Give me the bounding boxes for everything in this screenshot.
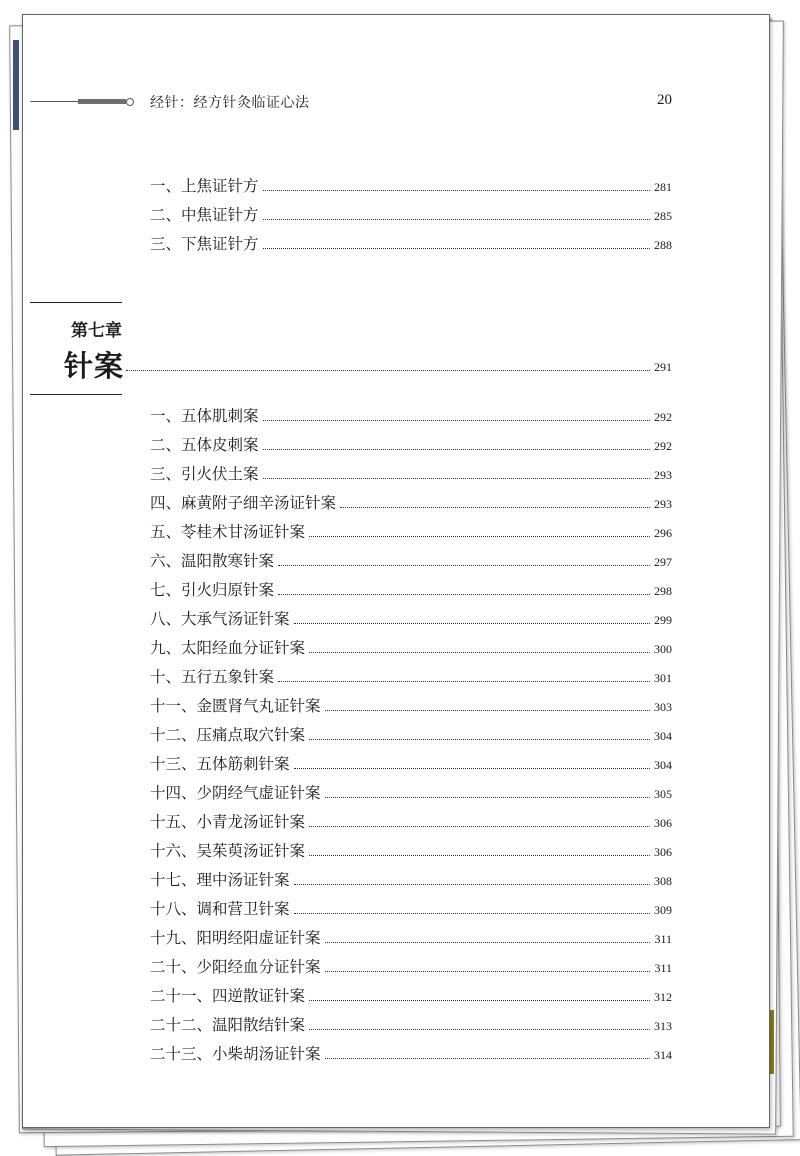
toc-entry-page: 281 <box>654 180 672 194</box>
toc-entry-page: 293 <box>654 468 672 482</box>
toc-entry-label: 八、大承气汤证针案 <box>150 610 290 628</box>
toc-entry-page: 306 <box>654 816 672 830</box>
dot-leader <box>294 768 650 769</box>
chapter-entry[interactable] <box>124 356 672 376</box>
dot-leader <box>263 248 650 249</box>
dot-leader <box>294 913 650 914</box>
dot-leader <box>263 449 650 450</box>
toc-entry-label: 四、麻黄附子细辛汤证针案 <box>150 494 337 512</box>
dot-leader <box>325 971 651 972</box>
dot-leader <box>294 623 650 624</box>
toc-entry-page: 311 <box>654 932 672 946</box>
header-rule <box>30 101 78 102</box>
toc-entry-label: 三、引火伏土案 <box>150 465 259 483</box>
chapter-title[interactable]: 针案 <box>63 349 124 383</box>
toc-entry-label: 二十一、四逆散证针案 <box>150 987 306 1005</box>
chapter-rule-top <box>30 302 122 303</box>
toc-entry[interactable] <box>150 464 672 484</box>
dot-leader <box>325 710 650 711</box>
toc-entry-label: 十六、吴茱萸汤证针案 <box>150 842 306 860</box>
header-rule-bar <box>78 99 126 104</box>
dot-leader <box>278 594 650 595</box>
toc-entry-page: 299 <box>654 613 672 627</box>
toc-entry[interactable] <box>150 696 672 716</box>
toc-entry-label: 十四、少阴经气虚证针案 <box>150 784 321 802</box>
toc-entry-label: 十三、五体筋刺针案 <box>150 755 290 773</box>
toc-entry-page: 309 <box>654 903 672 917</box>
toc-entry-page: 301 <box>654 671 672 685</box>
toc-entry[interactable] <box>150 754 672 774</box>
toc-entry-label: 六、温阳散寒针案 <box>150 552 275 570</box>
dot-leader <box>309 652 650 653</box>
toc-entry-label: 一、上焦证针方 <box>150 177 259 195</box>
toc-entry[interactable] <box>150 609 672 629</box>
toc-entry[interactable] <box>150 638 672 658</box>
toc-entry-label: 十九、阳明经阳虚证针案 <box>150 929 321 947</box>
dot-leader <box>309 855 650 856</box>
toc-entry[interactable] <box>150 551 672 571</box>
toc-entry-label: 一、五体肌刺案 <box>150 407 259 425</box>
toc-entry-page: 312 <box>654 990 672 1004</box>
toc-entry-label: 二十二、温阳散结针案 <box>150 1016 306 1034</box>
toc-entry-label: 七、引火归原针案 <box>150 581 275 599</box>
toc-entry[interactable] <box>150 406 672 426</box>
toc-entry-page: 298 <box>654 584 672 598</box>
toc-entry-label: 十五、小青龙汤证针案 <box>150 813 306 831</box>
dot-leader <box>325 797 650 798</box>
dot-leader <box>278 681 650 682</box>
dot-leader <box>325 942 651 943</box>
toc-entry-page: 306 <box>654 845 672 859</box>
toc-entry[interactable] <box>150 667 672 687</box>
dot-leader <box>263 478 650 479</box>
toc-entry-page: 311 <box>654 961 672 975</box>
dot-leader <box>325 1058 650 1059</box>
dot-leader <box>278 565 650 566</box>
toc-entry-page: 288 <box>654 238 672 252</box>
toc-entry[interactable] <box>150 841 672 861</box>
dot-leader <box>263 219 650 220</box>
toc-entry-label: 二十三、小柴胡汤证针案 <box>150 1045 321 1063</box>
toc-entry[interactable] <box>150 957 672 977</box>
dot-leader <box>263 190 650 191</box>
chapter-page: 291 <box>654 360 672 374</box>
toc-entry-page: 296 <box>654 526 672 540</box>
toc-entry-page: 292 <box>654 439 672 453</box>
toc-entry[interactable] <box>150 176 672 196</box>
toc-entry-label: 十八、调和营卫针案 <box>150 900 290 918</box>
toc-entry[interactable] <box>150 783 672 803</box>
toc-entry[interactable] <box>150 928 672 948</box>
toc-entry-page: 285 <box>654 209 672 223</box>
toc-entry-page: 304 <box>654 758 672 772</box>
dot-leader <box>309 739 650 740</box>
dot-leader <box>126 370 650 371</box>
toc-entry[interactable] <box>150 899 672 919</box>
toc-entry[interactable] <box>150 1015 672 1035</box>
toc-entry[interactable] <box>150 234 672 254</box>
toc-entry[interactable] <box>150 205 672 225</box>
toc-entry[interactable] <box>150 725 672 745</box>
toc-entry[interactable] <box>150 493 672 513</box>
toc-entry[interactable] <box>150 580 672 600</box>
toc-entry-label: 十、五行五象针案 <box>150 668 275 686</box>
dot-leader <box>309 1000 650 1001</box>
toc-entry-page: 293 <box>654 497 672 511</box>
toc-entry-label: 二十、少阳经血分证针案 <box>150 958 321 976</box>
toc-entry-label: 二、中焦证针方 <box>150 206 259 224</box>
dot-leader <box>294 884 650 885</box>
toc-entry-page: 308 <box>654 874 672 888</box>
toc-entry-page: 314 <box>654 1048 672 1062</box>
toc-entry[interactable] <box>150 435 672 455</box>
toc-entry-label: 十一、金匮肾气丸证针案 <box>150 697 321 715</box>
page-number: 20 <box>657 92 672 108</box>
chapter-rule-bottom <box>30 394 122 395</box>
toc-entry[interactable] <box>150 812 672 832</box>
running-header-title: 经针：经方针灸临证心法 <box>150 95 310 111</box>
toc-entry-label: 九、太阳经血分证针案 <box>150 639 306 657</box>
toc-entry-page: 303 <box>654 700 672 714</box>
toc-entry-label: 二、五体皮刺案 <box>150 436 259 454</box>
toc-entry-label: 五、苓桂术甘汤证针案 <box>150 523 306 541</box>
dot-leader <box>309 536 650 537</box>
toc-entry-page: 292 <box>654 410 672 424</box>
toc-entry-label: 三、下焦证针方 <box>150 235 259 253</box>
dot-leader <box>263 420 650 421</box>
toc-entry[interactable] <box>150 870 672 890</box>
chapter-number: 第七章 <box>71 321 122 341</box>
book-edge-blue <box>13 40 19 130</box>
dot-leader <box>309 826 650 827</box>
toc-entry-page: 297 <box>654 555 672 569</box>
toc-entry[interactable] <box>150 522 672 542</box>
toc-entry[interactable] <box>150 986 672 1006</box>
toc-entry-page: 304 <box>654 729 672 743</box>
toc-entry-page: 313 <box>654 1019 672 1033</box>
toc-entry-label: 十二、压痛点取穴针案 <box>150 726 306 744</box>
toc-entry-page: 305 <box>654 787 672 801</box>
toc-entry-label: 十七、理中汤证针案 <box>150 871 290 889</box>
toc-entry-page: 300 <box>654 642 672 656</box>
toc-entry[interactable] <box>150 1044 672 1064</box>
dot-leader <box>309 1029 650 1030</box>
header-rule-dot <box>126 98 134 106</box>
dot-leader <box>340 507 650 508</box>
